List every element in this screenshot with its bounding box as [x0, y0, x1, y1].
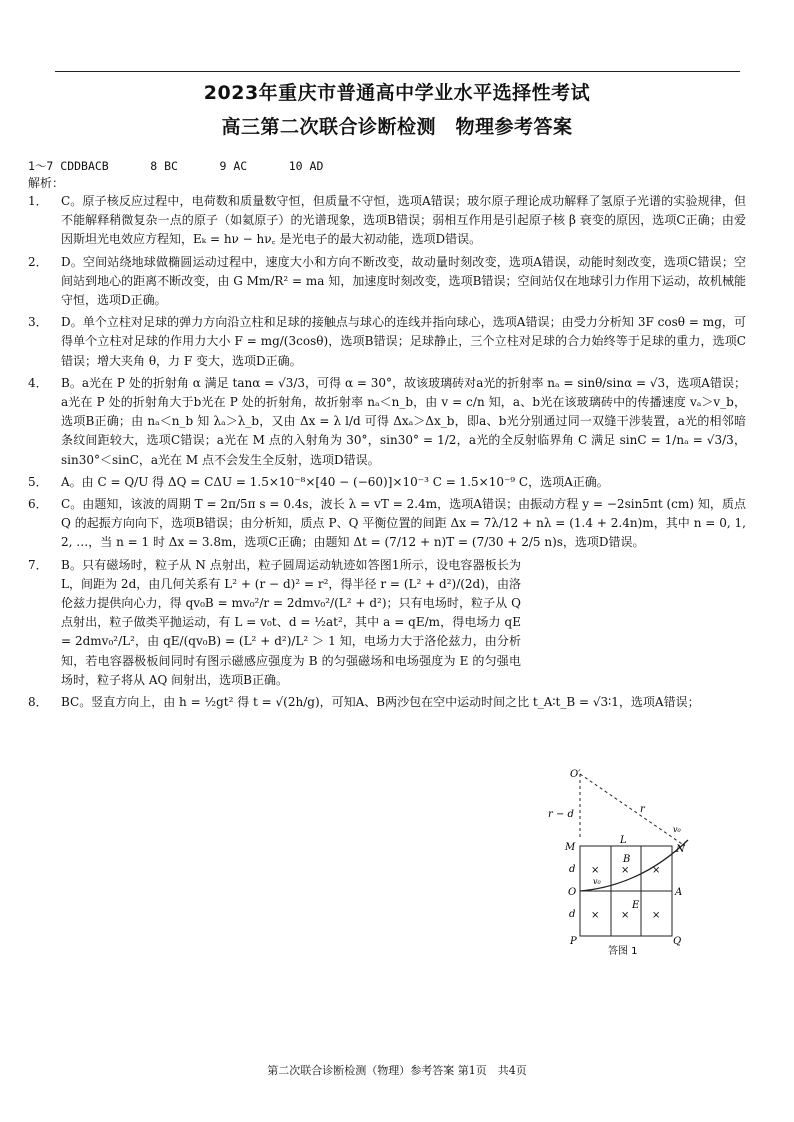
item-text: A。由 C = Q/U 得 ΔQ = CΔU = 1.5×10⁻⁸×[40 − (−60)]×10⁻³ C = 1.5×10⁻⁹ C，选项A正确。 [61, 474, 609, 489]
magnetic-field-cross: × [621, 910, 630, 921]
analysis-item-1 [28, 192, 746, 250]
item-text: B。a光在 P 处的折射角 α 满足 tanα = √3/3，可得 α = 30°，故该玻璃砖对a光的折射率 nₐ = sinθ/sinα = √3，选项A错误；a光在 P 处的折射角大于b光在 P 处的折射角，故折射率 nₐ＜n_b，由 v = c/n 知，a、b光在该玻璃砖中的传播速度 vₐ＞v_b，选项B正确；由 nₐ＜n_b 知 λₐ＞λ_b，又由 Δx = λ l/d 可得 Δxₐ＞Δx_b，即a、b光分别通过同一双缝干涉装置，a光的相邻暗条纹间距较大，选项C错误；a光在 M 点的入射角为 30°，sin30° = 1/2，a光的全反射临界角 C 满足 sinC = 1/nₐ = √3/3，sin30°＜sinC，a光在 M 点不会发生全反射，选项D错误。 [61, 375, 746, 467]
label-r-minus-d: r − d [548, 809, 574, 820]
item-number: 3． [28, 315, 48, 330]
document-title: 2023年重庆市普通高中学业水平选择性考试 [203, 82, 591, 104]
label-o: O [568, 887, 577, 898]
analysis-item-4 [28, 374, 746, 470]
item-number: 5． [28, 474, 48, 489]
analysis-item-7 [28, 556, 746, 690]
item-text: D。单个立柱对足球的弹力方向沿立柱和足球的接触点与球心的连线并指向球心，选项A错误；由受力分析知 3F cosθ = mg，可得单个立柱对足球的作用力大小 F = mg/(3cosθ)，选项B错误；足球静止，三个立柱对足球的合力始终等于足球的重力，选项C错误；增大夹角 θ，力 F 变大，选项D正确。 [61, 315, 746, 368]
analysis-item-3 [28, 313, 746, 371]
item-text: D。空间站绕地球做椭圆运动过程中，速度大小和方向不断改变，故动量时刻改变，选项A错误，动能时刻改变，选项C错误；空间站到地心的距离不断改变，由 G Mm/R² = ma 知，加速度时刻改变，选项B错误；空间站仅在地球引力作用下运动，故机械能守恒，选项D正确。 [61, 254, 746, 308]
analysis-list [28, 192, 746, 715]
analysis-item-8 [28, 693, 746, 712]
magnetic-field-cross: × [621, 865, 630, 876]
item-text: C。由题知，该波的周期 T = 2π/5π s = 0.4s，波长 λ = vT = 2.4m，选项A错误；由振动方程 y = −2sin5πt (cm) 知，质点 Q 的起振方向向下，选项B错误；由分析知，质点 P、Q 平衡位置的间距 Δx = 7λ/12 + nλ = (1.4 + 2.4n)m，其中 n = 0, 1, 2, …，当 n = 1 时 Δx = 3.8m，选项C正确；由题知 Δt = (7/12 + n)T = (7/30 + 2/5 n)s，选项D错误。 [61, 497, 746, 550]
label-v0-entry: v₀ [593, 877, 601, 886]
label-a: A [675, 887, 683, 898]
analysis-item-5 [28, 473, 746, 492]
analysis-item-2 [28, 253, 746, 311]
label-n: N [676, 844, 685, 855]
label-l: L [620, 835, 627, 846]
answer-figure-1 [540, 768, 730, 958]
document-subtitle: 高三第二次联合诊断检测 物理参考答案 [221, 116, 573, 138]
analysis-item-6 [28, 495, 746, 553]
label-p: P [570, 936, 577, 947]
label-b: B [623, 854, 631, 865]
page-footer: 第二次联合诊断检测（物理）参考答案 第1页 共4页 [267, 1064, 527, 1077]
item-number: 2． [28, 254, 48, 269]
label-e: E [632, 900, 640, 911]
radius-slant-line [580, 774, 685, 846]
item-text: C。原子核反应过程中，电荷数和质量数守恒，但质量不守恒，选项A错误；玻尔原子理论成功解释了氢原子光谱的实验规律，但不能解释稍微复杂一点的原子（如氦原子）的光谱现象，选项B错误；弱相互作用是引起原子核 β 衰变的原因，选项C正确；由爱因斯坦光电效应方程知，Eₖ = hν − hν꜀ 是光电子的最大初动能，选项D错误。 [61, 194, 746, 247]
magnetic-field-cross: × [591, 865, 600, 876]
label-r: r [640, 804, 645, 815]
item-number: 7． [28, 557, 48, 572]
figure-caption: 答图 1 [608, 946, 638, 957]
header-rule [55, 71, 740, 72]
answer-key-line: 1～7 CDDBACB 8 BC 9 AC 10 AD [28, 159, 324, 173]
magnetic-field-cross: × [652, 910, 661, 921]
label-d-top: d [569, 864, 576, 875]
item-number: 6． [28, 497, 48, 512]
item-number: 8． [28, 695, 48, 710]
label-q: Q [673, 936, 682, 947]
item-text: BC。竖直方向上，由 h = ½gt² 得 t = √(2h/g)，可知A、B两沙包在空中运动时间之比 t_A∶t_B = √3∶1，选项A错误； [61, 695, 700, 710]
magnetic-field-cross: × [591, 910, 600, 921]
label-o-prime: O′ [570, 769, 581, 780]
item-number: 1． [28, 194, 48, 208]
label-m: M [565, 842, 576, 853]
magnetic-field-cross: × [652, 865, 661, 876]
label-d-bottom: d [569, 909, 576, 920]
item-text: B。只有磁场时，粒子从 N 点射出，粒子圆周运动轨迹如答图1所示，设电容器板长为 L，间距为 2d，由几何关系有 L² + (r − d)² = r²，得半径 r = (L² + d²)/(2d)，由洛伦兹力提供向心力，得 qv₀B = mv₀²/r = 2dmv₀²/(L² + d²)；只有电场时，粒子从 Q 点射出，粒子做类平抛运动，有 L = v₀t、d = ½at²，其中 a = qE/m，得电场力 qE = 2dmv₀²/L²，由 qE/(qv₀B) = (L² + d²)/L² ＞ 1 知，电场力大于洛伦兹力，由分析知，若电容器极板间同时有图示磁感应强度为 B 的匀强磁场和电场强度为 E 的匀强电场时，粒子将从 AQ 间射出，选项B正确。 [61, 557, 521, 687]
analysis-label: 解析： [28, 176, 65, 190]
label-v0-exit: v₀ [673, 825, 681, 834]
item-number: 4． [28, 375, 48, 390]
